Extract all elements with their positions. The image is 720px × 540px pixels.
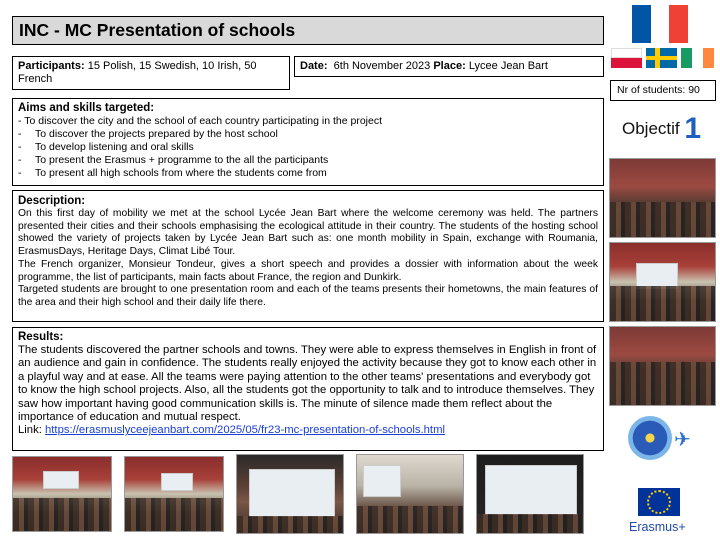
france-flag	[632, 5, 688, 43]
photo-speakers	[356, 454, 464, 534]
description-section	[12, 190, 604, 322]
description-paragraph: On this first day of mobility we met at the school Lycée Jean Bart where the welcome ceremony was held. The partners presented their cities and their schools emphasising the ecological attitude in their country. The students of the hosting school showed the variety of projects taken by Lycée Jean Bart such as: one month mobility in Spain, exchange with Roumania, ErasmusDays, Heritage Days, Climat Libé Tour.	[18, 208, 598, 258]
airplane-icon: ✈	[674, 429, 691, 451]
aims-item: - To present the Erasmus + programme to the all the participants	[18, 154, 329, 166]
place-value: Lycee Jean Bart	[468, 60, 548, 72]
photo-gathering	[12, 456, 112, 532]
description-heading: Description:	[18, 195, 86, 207]
participants-label: Participants:	[18, 60, 85, 72]
participants-value: 15 Polish, 15 Swedish, 10 Irish, 50 French	[18, 60, 257, 85]
results-heading: Results:	[18, 331, 64, 343]
description-paragraph: Targeted students are brought to one presentation room and each of the teams presents their hometowns, the main features of the area and their high school and their daily life there.	[18, 284, 598, 308]
student-count-box	[610, 80, 716, 101]
photo-slide-project	[236, 454, 344, 534]
photo-slide-audience	[476, 454, 584, 534]
photo-auditorium	[609, 158, 716, 238]
aims-item: - To develop listening and oral skills	[18, 141, 194, 153]
results-section	[12, 327, 604, 451]
aims-heading: Aims and skills targeted:	[18, 102, 155, 114]
ireland-flag	[681, 48, 714, 68]
student-count: Nr of students: 90	[617, 84, 700, 96]
aims-item: - To discover the city and the school of each country participating in the project	[18, 115, 383, 127]
objectif-number: 1	[684, 112, 702, 145]
sweden-flag	[646, 48, 677, 68]
objectif-logo	[622, 112, 702, 145]
page-title	[12, 16, 604, 45]
eu-flag-icon	[638, 488, 680, 516]
place-label: Place:	[433, 60, 466, 72]
date-label: Date:	[300, 60, 328, 72]
page-title-text: INC - MC Presentation of schools	[19, 20, 296, 40]
project-logo-icon	[628, 416, 672, 460]
date-place-box	[294, 56, 604, 77]
description-paragraph: The French organizer, Monsieur Tondeur, gives a short speech and provides a dossier with information about the week programme, the list of participants, main facts about France, the region and Dunkirk.	[18, 258, 598, 283]
results-link[interactable]: https://erasmuslyceejeanbart.com/2025/05/fr23-mc-presentation-of-schools.html	[45, 424, 445, 437]
date-value: 6th November 2023	[333, 60, 431, 72]
photo-students-hall	[124, 456, 224, 532]
participants-box	[12, 56, 290, 90]
objectif-word: Objectif	[622, 119, 680, 138]
aims-section	[12, 98, 604, 186]
results-text: The students discovered the partner schools and towns. They were able to express themselves in English in front of an audience and gain in confidence. The students really enjoyed the activity because they got to know each other in a playful way and at ease. All the teams were paying attention to the other teams' presentations and everybody got to know the high school projects. Also, all the students got the opportunity to talk and to introduce themselves. They saw how important having good communication skills is. The minute of silence made them reflect about the importance of education and mutual respect.	[18, 344, 597, 424]
erasmus-logo-text: Erasmus+	[629, 520, 686, 534]
aims-item: - To present all high schools from where the students come from	[18, 167, 327, 179]
results-link-line	[18, 424, 598, 437]
aims-item: - To discover the projects prepared by the host school	[18, 128, 278, 140]
link-label: Link:	[18, 424, 42, 437]
photo-presentation	[609, 242, 716, 322]
photo-audience	[609, 326, 716, 406]
poland-flag	[611, 48, 642, 68]
